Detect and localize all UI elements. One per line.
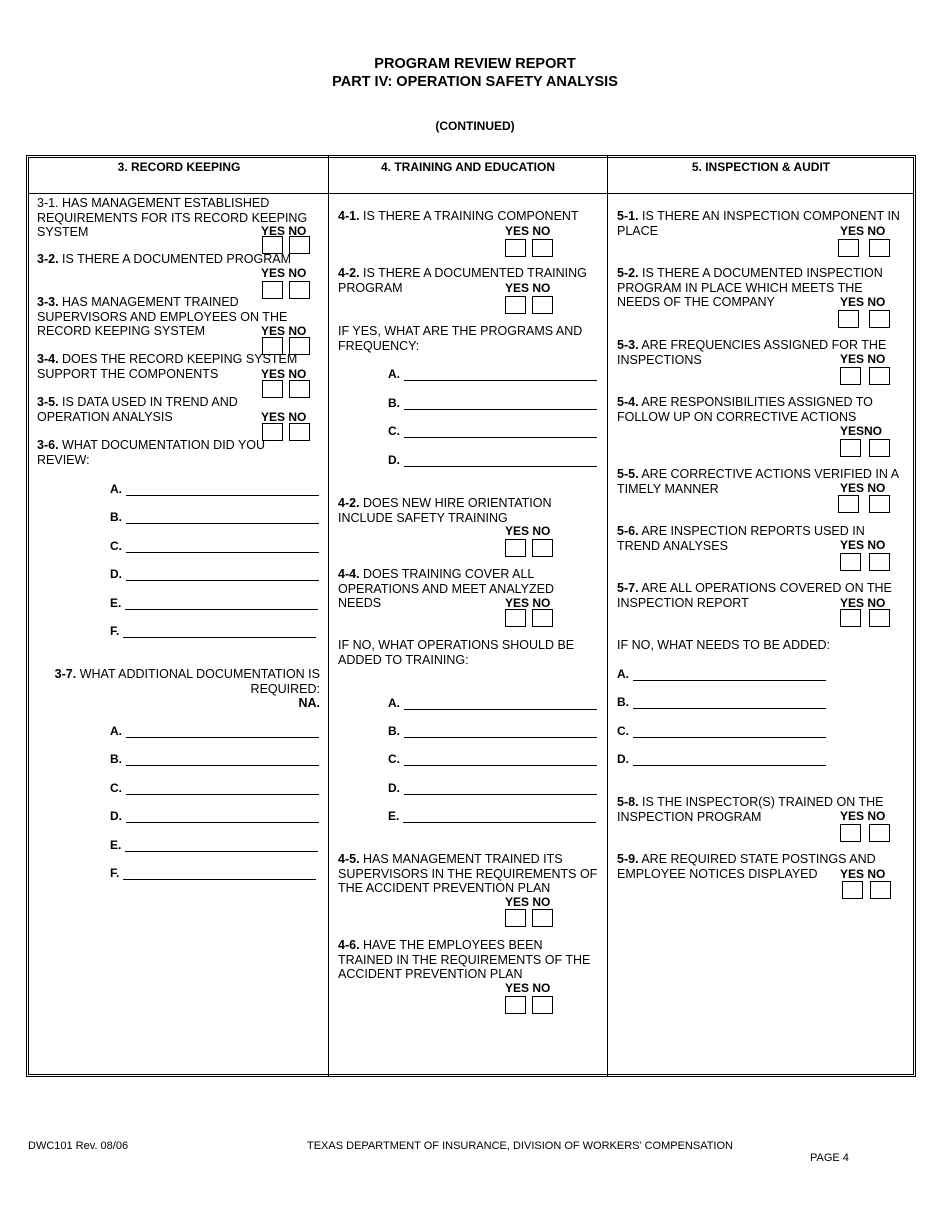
- yes-checkbox-4-3[interactable]: [505, 539, 526, 557]
- yes-checkbox-5-5[interactable]: [838, 495, 859, 513]
- yes-checkbox-5-9[interactable]: [842, 881, 863, 899]
- blank-3-7-c[interactable]: C.: [110, 781, 319, 795]
- yes-no-label: YES NO: [261, 410, 307, 424]
- blank-3-6-d[interactable]: D.: [110, 567, 319, 581]
- no-checkbox-5-5[interactable]: [869, 495, 890, 513]
- blank-3-7-e[interactable]: E.: [110, 838, 318, 852]
- yes-checkbox-4-2[interactable]: [505, 296, 526, 314]
- column-divider: [328, 156, 329, 1076]
- blank-3-7-f[interactable]: F.: [110, 866, 316, 880]
- blank-3-7-b[interactable]: B.: [110, 752, 319, 766]
- yes-no-label: YES NO: [261, 266, 307, 280]
- blank-programs-c[interactable]: C.: [388, 424, 597, 438]
- question-4-2: 4-2. IS THERE A DOCUMENTED TRAINING PROGRAM: [338, 266, 587, 295]
- question-3-1: 3-1. HAS MANAGEMENT ESTABLISHED REQUIREMENTS FOR ITS RECORD KEEPING SYSTEM: [37, 196, 308, 239]
- question-5-4: 5-4. ARE RESPONSIBILITIES ASSIGNED TO FOLLOW UP ON CORRECTIVE ACTIONS: [617, 395, 873, 424]
- blank-3-6-b[interactable]: B.: [110, 510, 319, 524]
- no-checkbox-5-7[interactable]: [869, 609, 890, 627]
- blank-add-a[interactable]: A.: [617, 667, 826, 681]
- blank-3-6-e[interactable]: E.: [110, 596, 318, 610]
- blank-add-d[interactable]: D.: [617, 752, 826, 766]
- page-subtitle: PART IV: OPERATION SAFETY ANALYSIS: [332, 74, 618, 90]
- yes-checkbox-5-6[interactable]: [840, 553, 861, 571]
- yes-no-label: YESNO: [840, 424, 883, 438]
- question-3-7: 3-7. WHAT ADDITIONAL DOCUMENTATION IS REQUIRED: NA.: [54, 667, 320, 710]
- no-checkbox-4-2[interactable]: [532, 296, 553, 314]
- page-number: PAGE 4: [810, 1152, 849, 1164]
- question-5-7: 5-7. ARE ALL OPERATIONS COVERED ON THE INSPECTION REPORT: [617, 581, 892, 610]
- question-3-5: 3-5. IS DATA USED IN TREND AND OPERATION ANALYSIS: [37, 395, 238, 424]
- no-checkbox-5-2[interactable]: [869, 310, 890, 328]
- yes-no-label: YES NO: [261, 224, 307, 238]
- yes-no-label: YES NO: [505, 524, 551, 538]
- yes-no-label: YES NO: [840, 538, 886, 552]
- no-checkbox-3-5[interactable]: [289, 423, 310, 441]
- blank-add-b[interactable]: B.: [617, 695, 826, 709]
- yes-checkbox-5-3[interactable]: [840, 367, 861, 385]
- question-4-6: 4-6. HAVE THE EMPLOYEES BEEN TRAINED IN THE REQUIREMENTS OF THE ACCIDENT PREVENTION PLAN: [338, 938, 591, 981]
- blank-3-7-a[interactable]: A.: [110, 724, 319, 738]
- no-checkbox-4-6[interactable]: [532, 996, 553, 1014]
- yes-checkbox-5-8[interactable]: [840, 824, 861, 842]
- column-divider: [607, 156, 608, 1076]
- question-3-4: 3-4. DOES THE RECORD KEEPING SYSTEM SUPPORT THE COMPONENTS: [37, 352, 298, 381]
- blank-programs-b[interactable]: B.: [388, 396, 597, 410]
- agency-name: TEXAS DEPARTMENT OF INSURANCE, DIVISION OF WORKERS’ COMPENSATION: [307, 1140, 733, 1152]
- yes-no-label: YES NO: [840, 352, 886, 366]
- yes-no-label: YES NO: [840, 224, 886, 238]
- yes-no-label: YES NO: [840, 867, 886, 881]
- yes-no-label: YES NO: [261, 324, 307, 338]
- continued-label: (CONTINUED): [435, 119, 515, 133]
- question-4-1: 4-1. IS THERE A TRAINING COMPONENT: [338, 209, 579, 223]
- blank-ops-e[interactable]: E.: [388, 809, 596, 823]
- yes-checkbox-5-4[interactable]: [840, 439, 861, 457]
- no-checkbox-4-4[interactable]: [532, 609, 553, 627]
- yes-checkbox-4-4[interactable]: [505, 609, 526, 627]
- yes-no-label: YES NO: [840, 596, 886, 610]
- no-checkbox-4-3[interactable]: [532, 539, 553, 557]
- blank-3-6-a[interactable]: A.: [110, 482, 319, 496]
- programs-prompt: IF YES, WHAT ARE THE PROGRAMS AND FREQUENCY:: [338, 324, 583, 353]
- header-divider: [28, 193, 914, 194]
- ops-prompt: IF NO, WHAT OPERATIONS SHOULD BE ADDED TO TRAINING:: [338, 638, 575, 667]
- question-4-3: 4-2. DOES NEW HIRE ORIENTATION INCLUDE SAFETY TRAINING: [338, 496, 552, 525]
- yes-no-label: YES NO: [840, 295, 886, 309]
- question-3-6: 3-6. WHAT DOCUMENTATION DID YOU REVIEW:: [37, 438, 266, 467]
- no-checkbox-4-1[interactable]: [532, 239, 553, 257]
- no-checkbox-4-5[interactable]: [532, 909, 553, 927]
- yes-no-label: YES NO: [505, 981, 551, 995]
- column-header-record-keeping: 3. RECORD KEEPING: [117, 160, 241, 174]
- column-header-inspection: 5. INSPECTION & AUDIT: [691, 160, 831, 174]
- no-checkbox-5-4[interactable]: [869, 439, 890, 457]
- no-checkbox-5-8[interactable]: [869, 824, 890, 842]
- yes-checkbox-5-7[interactable]: [840, 609, 861, 627]
- question-5-5: 5-5. ARE CORRECTIVE ACTIONS VERIFIED IN A TIMELY MANNER: [617, 467, 899, 496]
- no-checkbox-5-9[interactable]: [870, 881, 891, 899]
- blank-3-6-c[interactable]: C.: [110, 539, 319, 553]
- yes-checkbox-4-6[interactable]: [505, 996, 526, 1014]
- yes-checkbox-4-5[interactable]: [505, 909, 526, 927]
- yes-no-label: YES NO: [505, 224, 551, 238]
- yes-no-label: YES NO: [505, 281, 551, 295]
- blank-ops-d[interactable]: D.: [388, 781, 597, 795]
- blank-programs-d[interactable]: D.: [388, 453, 597, 467]
- question-5-1: 5-1. IS THERE AN INSPECTION COMPONENT IN PLACE: [617, 209, 900, 238]
- question-5-3: 5-3. ARE FREQUENCIES ASSIGNED FOR THE INSPECTIONS: [617, 338, 887, 367]
- blank-3-7-d[interactable]: D.: [110, 809, 319, 823]
- blank-add-c[interactable]: C.: [617, 724, 826, 738]
- question-5-9: 5-9. ARE REQUIRED STATE POSTINGS AND EMPLOYEE NOTICES DISPLAYED: [617, 852, 876, 881]
- blank-ops-b[interactable]: B.: [388, 724, 597, 738]
- column-header-training: 4. TRAINING AND EDUCATION: [381, 160, 555, 174]
- yes-no-label: YES NO: [261, 367, 307, 381]
- blank-programs-a[interactable]: A.: [388, 367, 597, 381]
- yes-no-label: YES NO: [840, 481, 886, 495]
- yes-checkbox-4-1[interactable]: [505, 239, 526, 257]
- add-prompt: IF NO, WHAT NEEDS TO BE ADDED:: [617, 638, 831, 652]
- page-title: PROGRAM REVIEW REPORT: [374, 56, 576, 72]
- no-checkbox-5-6[interactable]: [869, 553, 890, 571]
- yes-checkbox-5-2[interactable]: [838, 310, 859, 328]
- question-4-5: 4-5. HAS MANAGEMENT TRAINED ITS SUPERVISORS IN THE REQUIREMENTS OF THE ACCIDENT PREVENTION PLAN: [338, 852, 598, 895]
- blank-3-6-f[interactable]: F.: [110, 624, 316, 638]
- question-4-4: 4-4. DOES TRAINING COVER ALL OPERATIONS AND MEET ANALYZED NEEDS: [338, 567, 555, 610]
- yes-checkbox-5-1[interactable]: [838, 239, 859, 257]
- blank-ops-a[interactable]: A.: [388, 696, 597, 710]
- yes-checkbox-3-4[interactable]: [262, 380, 283, 398]
- yes-no-label: YES NO: [505, 895, 551, 909]
- yes-no-label: YES NO: [840, 809, 886, 823]
- no-checkbox-3-4[interactable]: [289, 380, 310, 398]
- form-id: DWC101 Rev. 08/06: [28, 1140, 129, 1152]
- question-3-3: 3-3. HAS MANAGEMENT TRAINED SUPERVISORS AND EMPLOYEES ON THE RECORD KEEPING SYSTEM: [37, 295, 288, 338]
- question-3-2: 3-2. IS THERE A DOCUMENTED PROGRAM: [37, 252, 291, 266]
- answer-3-7: NA.: [298, 696, 320, 710]
- no-checkbox-5-1[interactable]: [869, 239, 890, 257]
- question-5-8: 5-8. IS THE INSPECTOR(S) TRAINED ON THE INSPECTION PROGRAM: [617, 795, 884, 824]
- blank-ops-c[interactable]: C.: [388, 752, 597, 766]
- yes-no-label: YES NO: [505, 596, 551, 610]
- question-5-6: 5-6. ARE INSPECTION REPORTS USED IN TREND ANALYSES: [617, 524, 865, 553]
- question-5-2: 5-2. IS THERE A DOCUMENTED INSPECTION PROGRAM IN PLACE WHICH MEETS THE NEEDS OF THE COMPANY: [617, 266, 883, 309]
- no-checkbox-5-3[interactable]: [869, 367, 890, 385]
